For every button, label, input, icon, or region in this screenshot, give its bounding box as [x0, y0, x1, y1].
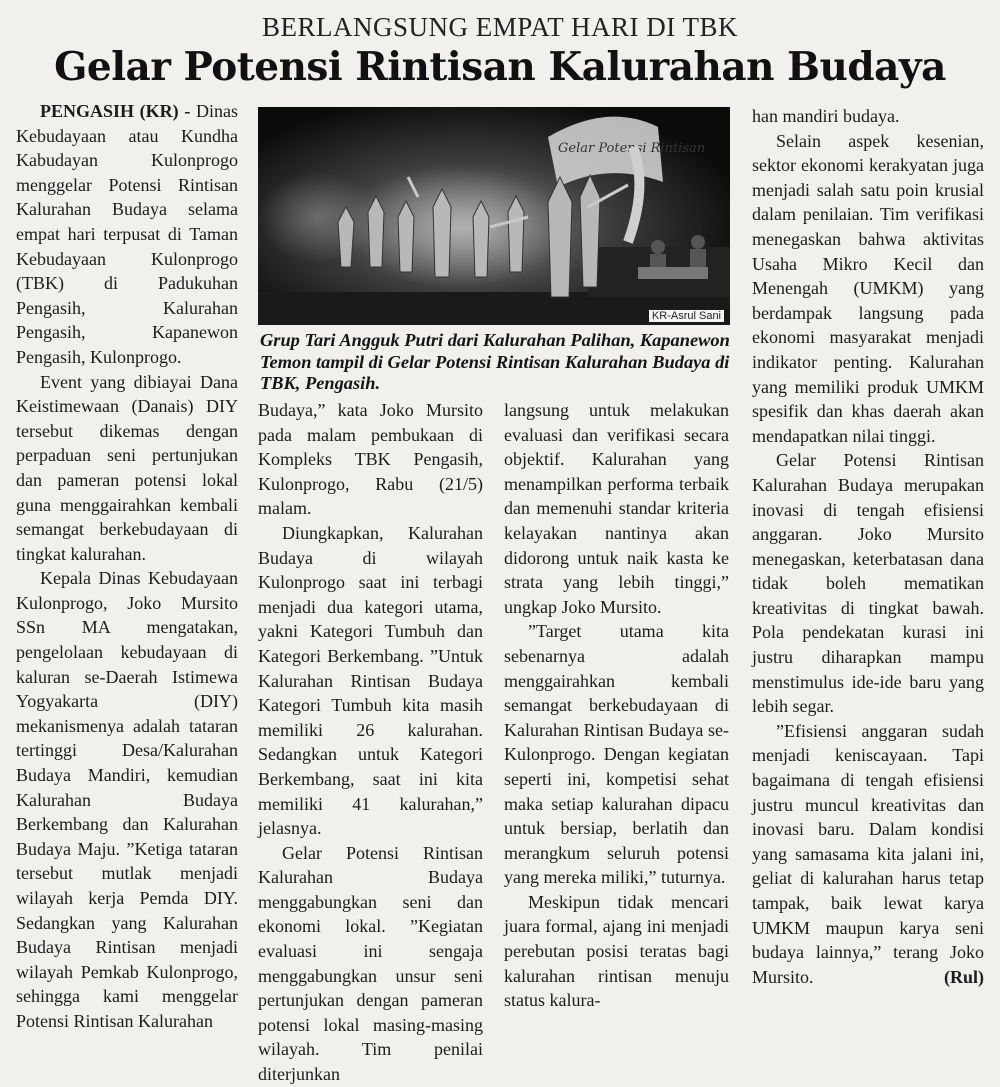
dance-performance-photo [258, 107, 730, 325]
article-column-3 [504, 398, 729, 1013]
paragraph: Meskipun tidak mencari juara formal, ajang ini menjadi perebutan posisi teratas bagi kalurahan rintisan menuju status kalura- [504, 891, 729, 1011]
banner-text: Gelar Potensi Rintisan [558, 141, 706, 156]
paragraph: langsung untuk melakukan evaluasi dan verifikasi secara objektif. Kalurahan yang menampilkan performa terbaik dan memenuhi standar kriteria kelayakan nantinya akan didorong untuk naik kasta ke strata yang lebih tinggi,” ungkap Joko Mursito. [504, 400, 729, 617]
paragraph: Event yang dibiayai Dana Keistimewaan (Danais) DIY tersebut dikemas dengan perpaduan seni pertunjukan dan pameran potensi lokal guna menggairahkan kembali semangat berkebudayaan di tingkat kalurahan. [16, 371, 238, 564]
paragraph [752, 719, 984, 990]
photo-caption: Grup Tari Angguk Putri dari Kalurahan Palihan, Kapanewon Temon tampil di Gelar Potensi Rintisan Kalurahan Budaya di TBK, Pengasih. [260, 330, 730, 393]
paragraph: Selain aspek kesenian, sektor ekonomi kerakyatan juga menjadi salah satu poin krusial dalam penilaian. Tim verifikasi menegaskan bahwa aktivitas Usaha Mikro Kecil dan Menengah (UMKM) yang berdampak langsung pada ekonomi masyarakat menjadi indikator penting. Kalurahan yang memiliki produk UMKM spesifik dan khas daerah akan mendapatkan nilai tinggi. [752, 130, 984, 446]
paragraph-text: ”Efisiensi anggaran sudah menjadi keniscayaan. Tapi bagaimana di tengah efisiensi justru muncul kreativitas dan inovasi baru. Dalam kondisi yang samasama kita jalani ini, geliat di kalurahan harus tetap tampak, baik lewat karya UMKM maupun karya seni budaya lainnya,” terang Joko Mursito. [752, 720, 984, 987]
paragraph: Budaya,” kata Joko Mursito pada malam pembukaan di Kompleks TBK Pengasih, Kulonprogo, Rabu (21/5) malam. [258, 400, 483, 519]
article-photo [258, 107, 730, 325]
paragraph: ”Target utama kita sebenarnya adalah menggairahkan kembali semangat berkebudayaan di Kalurahan Rintisan Budaya se-Kulonprogo. Dengan kegiatan seperti ini, kompetisi sehat maka setiap kalurahan dipacu untuk bersiap, berlatih dan merangkum seluruh potensi yang mereka miliki,” tuturnya. [504, 621, 729, 888]
paragraph: Kepala Dinas Kebudayaan Kulonprogo, Joko Mursito SSn MA mengatakan, pengelolaan kebudayaan di kaluran se-Daerah Istimewa Yogyakarta (DIY) mekanismenya adalah tataran tertinggi Desa/Kalurahan Budaya Mandiri, kemudian Kalurahan Budaya Berkembang dan Kalurahan Budaya Maju. ”Ketiga tataran tersebut mutlak menjadi wilayah kerja Pemda DIY. Sedangkan yang Kalurahan Budaya Rintisan menjadi wilayah Pemkab Kulonprogo, sehingga kami menggelar Potensi Rintisan Kalurahan [16, 568, 238, 1031]
paragraph: Gelar Potensi Rintisan Kalurahan Budaya merupakan inovasi di tengah efisiensi anggaran. Joko Mursito menegaskan, keterbatasan dana tidak boleh mematikan kreativitas di tingkat bawah. Pola pendekatan kurasi ini justru diharapkan mampu menstimulus ide-ide baru yang lebih segar. [752, 450, 984, 717]
paragraph-text: Dinas Kebudayaan atau Kundha Kabudayan Kulonprogo menggelar Potensi Rintisan Kalurahan Budaya selama empat hari terpusat di Taman Kebudayaan Kulonprogo (TBK) di Padukuhan Pengasih, Kalurahan Pengasih, Kapanewon Pengasih, Kulonprogo. [16, 101, 239, 367]
article-column-2 [258, 398, 483, 1087]
photo-credit: KR-Asrul Sani [649, 310, 724, 322]
headline: Gelar Potensi Rintisan Kalurahan Budaya [54, 44, 946, 90]
paragraph [16, 99, 238, 370]
author-signature: (Rul) [944, 966, 984, 987]
dateline: PENGASIH (KR) - [40, 101, 191, 121]
article-column-1 [16, 99, 238, 1034]
kicker: BERLANGSUNG EMPAT HARI DI TBK [261, 12, 739, 42]
paragraph: han mandiri budaya. [752, 106, 900, 126]
paragraph: Diungkapkan, Kalurahan Budaya di wilayah Kulonprogo saat ini terbagi menjadi dua kategori utama, yakni Kategori Tumbuh dan Kategori Berkembang. ”Untuk Kalurahan Rintisan Budaya Kategori Tumbuh kita masih memiliki 26 kalurahan. Sedangkan untuk Kategori Berkembang, saat ini kita memiliki 41 kalurahan,” jelasnya. [258, 522, 483, 839]
article-column-4 [752, 104, 984, 989]
paragraph: Gelar Potensi Rintisan Kalurahan Budaya menggabungkan seni dan ekonomi lokal. ”Kegiatan evaluasi ini sengaja menggabungkan unsur seni pertunjukan dengan pameran potensi lokal masing-masing wilayah. Tim penilai diterjunkan [258, 842, 483, 1085]
